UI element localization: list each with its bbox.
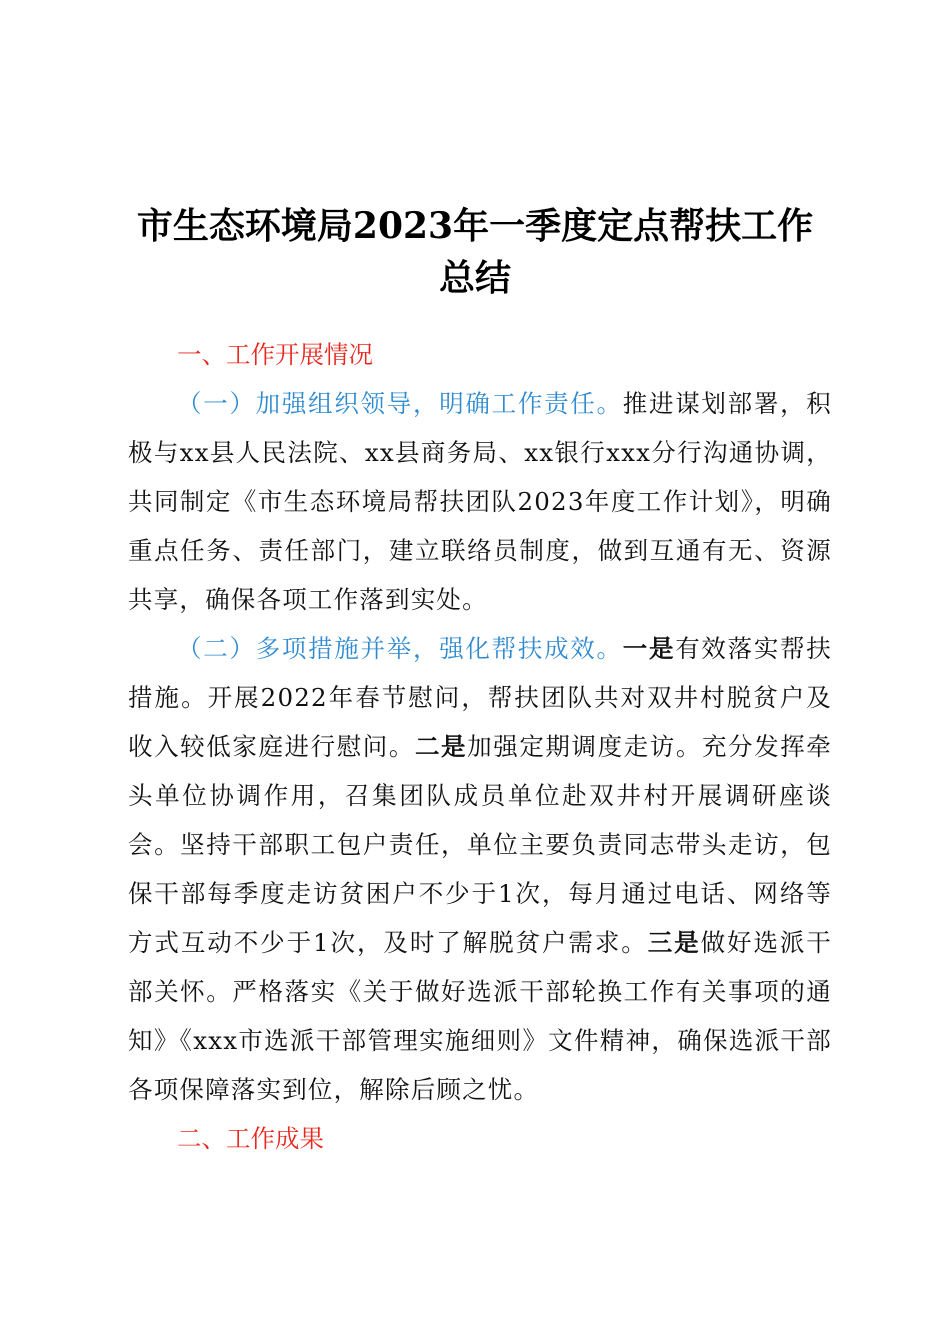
section-heading-1: 一、工作开展情况 (177, 340, 373, 369)
paragraph-2-text-3: 做好选派干部关怀。严格落实《关于做好选派干部轮换工作有关事项的通知》《xxx市选派干部管理实施细则》文件精神，确保选派干部各项保障落实到位，解除后顾之忧。 (128, 928, 833, 1104)
document-title: 市生态环境局2023年一季度定点帮扶工作总结 (136, 205, 814, 299)
paragraph-2-text-2: 加强定期调度走访。充分发挥牵头单位协调作用，召集团队成员单位赴双井村开展调研座谈会。坚持干部职工包户责任，单位主要负责同志带头走访，包保干部每季度走访贫困户不少于1次，每月通过电话、网络等方式互动不少于1次，及时了解脱贫户需求。 (128, 732, 832, 957)
lead-3: 三是 (647, 928, 701, 957)
paragraph-2 (128, 624, 832, 1114)
paragraph-1-text: 推进谋划部署，积极与xx县人民法院、xx县商务局、xx银行xxx分行沟通协调，共同制定《市生态环境局帮扶团队2023年度工作计划》，明确重点任务、责任部门，建立联络员制度，做到互通有无、资源共享，确保各项工作落到实处。 (128, 389, 832, 614)
paragraph-1 (128, 379, 832, 624)
document-body (128, 330, 832, 1163)
section-heading-2: 二、工作成果 (177, 1124, 324, 1153)
subheading-2: （二）多项措施并举，强化帮扶成效。 (177, 634, 623, 663)
subheading-1: （一）加强组织领导，明确工作责任。 (177, 389, 623, 418)
lead-1: 一是 (622, 634, 676, 663)
paragraph-2-text-1: 有效落实帮扶措施。开展2022年春节慰问，帮扶团队共对双井村脱贫户及收入较低家庭进行慰问。 (128, 634, 833, 761)
lead-2: 二是 (414, 732, 468, 761)
